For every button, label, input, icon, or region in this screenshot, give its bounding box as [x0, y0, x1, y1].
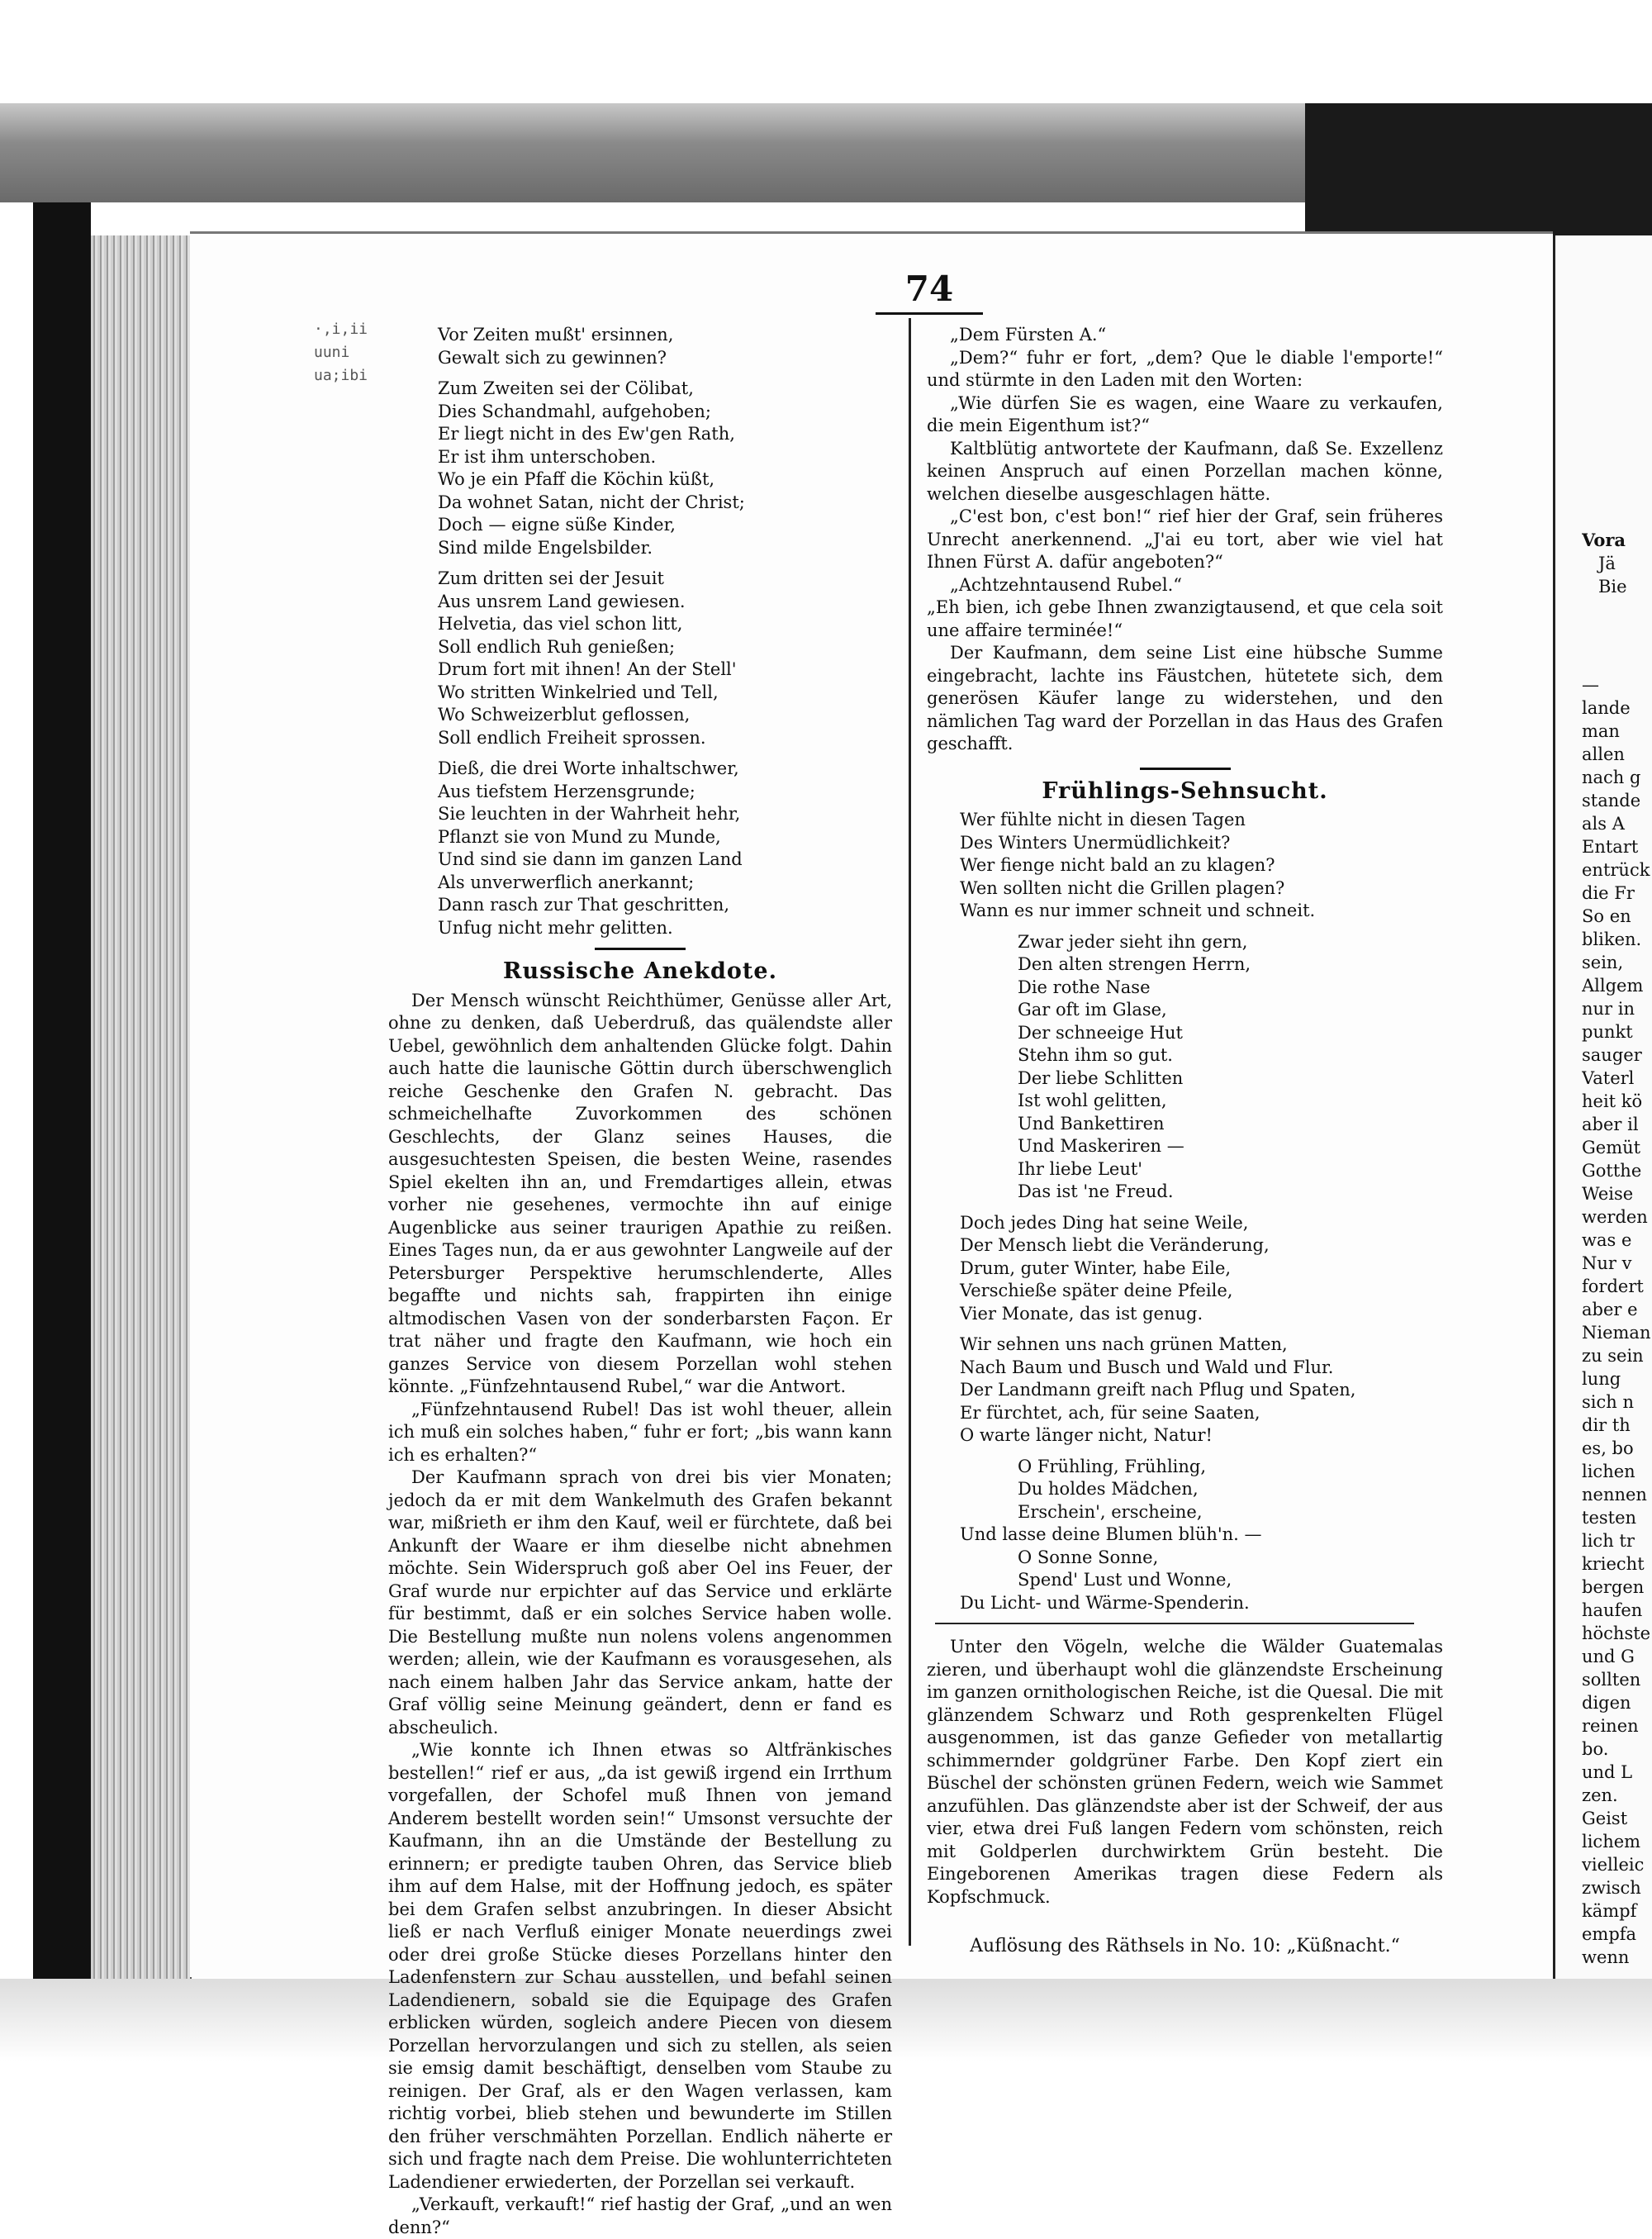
paragraph: „Verkauft, verkauft!“ rief hastig der Graf, „und an wen denn?“ — [388, 2194, 892, 2239]
fragment-line: haufen — [1582, 1599, 1652, 1622]
fragment-line: digen — [1582, 1691, 1652, 1714]
fragment-line: sein, — [1582, 951, 1652, 974]
fragment-line: und L — [1582, 1761, 1652, 1784]
poem-line: Pflanzt sie von Mund zu Munde, — [438, 826, 892, 849]
poem-line: Wo je ein Pfaff die Köchin küßt, — [438, 468, 892, 492]
fragment-line: testen — [1582, 1506, 1652, 1529]
poem-line: Du holdes Mädchen, — [960, 1478, 1443, 1501]
paragraph: „Wie dürfen Sie es wagen, eine Waare zu verkaufen, die mein Eigenthum ist?“ — [927, 392, 1443, 438]
fragment-line: bergen — [1582, 1576, 1652, 1599]
poem-line: Stehn ihm so gut. — [1018, 1044, 1443, 1067]
section-title: Russische Anekdote. — [388, 960, 892, 983]
poem-line: O Sonne Sonne, — [960, 1547, 1443, 1570]
column-divider — [909, 318, 911, 1946]
poem-line: Aus unsrem Land gewiesen. — [438, 591, 892, 614]
next-page-text — [1582, 673, 1652, 1969]
poem-line: Der Landmann greift nach Pflug und Spaten, — [960, 1379, 1443, 1402]
fragment-line: kriecht — [1582, 1552, 1652, 1576]
fragment-line: aber e — [1582, 1298, 1652, 1321]
page-number: 74 — [880, 269, 979, 309]
fragment-line: Nur v — [1582, 1252, 1652, 1275]
paragraph: „Wie konnte ich Ihnen etwas so Altfränkisches bestellen!“ rief er aus, „da ist gewiß irgend ein Irrthum vorgefallen, der Schofel muß Ihnen von jemand Anderem bestellt worden sein!“ Umsonst versuchte der Kaufmann, ihn an die Umstände der Bestellung zu erinnern; er predigte tauben Ohren, das Service blieb ihm auf dem Halse, mit der Hoffnung jedoch, es später bei dem Grafen selbst anzubringen. In dieser Absicht ließ er nach Verfluß einiger Monate neuerdings zwei oder drei große Stücke dieses Porzellans hinter den Ladenfenstern zur Schau ausstellen, und befahl seinen Ladendienern, sobald sie die Equipage des Grafen erblicken würden, sogleich andere Piecen von diesem Porzellan hervorzulangen und sich zu stellen, als seien sie emsig damit beschäftigt, denselben vom Staube zu reinigen. Der Graf, als er den Wagen verlassen, kam richtig vorbei, blieb stehen und bewunderte im Stillen den früher verschmähten Porzellan. Endlich näherte er sich und fragte nach dem Preise. Die wohlunterrichteten Ladendiener erwiederten, der Porzellan sei verkauft. — [388, 1739, 892, 2194]
anecdote-continuation — [927, 324, 1443, 756]
poem-line: Wann es nur immer schneit und schneit. — [960, 900, 1443, 923]
margin-notes — [314, 318, 380, 387]
poem-line: Aus tiefstem Herzensgrunde; — [438, 781, 892, 804]
fragment-line: Allgem — [1582, 974, 1652, 997]
paragraph: „Fünfzehntausend Rubel! Das ist wohl theuer, allein ich muß ein solches haben,“ fuhr er fort; „bis wann kann ich es erhalten?“ — [388, 1399, 892, 1467]
poem-line: Wer fühlte nicht in diesen Tagen — [960, 809, 1443, 832]
fragment-line: Weise — [1582, 1182, 1652, 1205]
poem-line: Gar oft im Glase, — [1018, 999, 1443, 1022]
left-column — [388, 324, 892, 2239]
fragment-line: aber il — [1582, 1113, 1652, 1136]
fragment-line: lichen — [1582, 1460, 1652, 1483]
quesal-text — [927, 1636, 1443, 1909]
poem-line: Ist wohl gelitten, — [1018, 1090, 1443, 1113]
fragment-line: als A — [1582, 812, 1652, 835]
margin-note: ·,i,ii — [314, 318, 380, 341]
fragment-line: nach g — [1582, 766, 1652, 789]
fragment-line: Entart — [1582, 835, 1652, 858]
margin-note: ua;ibi — [314, 364, 380, 387]
fragment-line: stande — [1582, 789, 1652, 812]
fragment-line: sich n — [1582, 1390, 1652, 1414]
poem-line: Ihr liebe Leut' — [1018, 1158, 1443, 1181]
fragment-line: zwisch — [1582, 1876, 1652, 1899]
poem-line: Wo Schweizerblut geflossen, — [438, 704, 892, 727]
poem-line: Wen sollten nicht die Grillen plagen? — [960, 877, 1443, 901]
fragment-line: bo. — [1582, 1737, 1652, 1761]
fragment-line: höchste — [1582, 1622, 1652, 1645]
fragment-line: punkt — [1582, 1020, 1652, 1043]
fragment-line: lichem — [1582, 1830, 1652, 1853]
fragment-line: entrück — [1582, 858, 1652, 882]
poem-line: Drum, guter Winter, habe Eile, — [960, 1257, 1443, 1281]
fragment-line: Vora — [1582, 529, 1652, 552]
paragraph: Der Kaufmann sprach von drei bis vier Monaten; jedoch da er mit dem Wankelmuth des Grafen bekannt war, mißrieth er ihm den Kauf, weil er fürchtete, daß bei Ankunft der Waare er ihm dieselbe nicht abnehmen möchte. Sein Widerspruch goß aber Oel ins Feuer, der Graf wurde nur erpichter auf das Service und erklärte für bestimmt, daß er ein solches Service haben wolle. Die Bestellung mußte nun nolens volens angenommen werden; allein, wie der Kaufmann es vorausgesehen, als nach einem halben Jahr das Service ankam, hatte der Graf völlig seine Meinung geändert, denn er fand es abscheulich. — [388, 1467, 892, 1739]
poem-line: Spend' Lust und Wonne, — [960, 1569, 1443, 1592]
poem-line: Verschieße später deine Pfeile, — [960, 1280, 1443, 1303]
poem-line: O Frühling, Frühling, — [960, 1456, 1443, 1479]
poem-line: Unfug nicht mehr gelitten. — [438, 917, 892, 940]
fragment-line: empfa — [1582, 1923, 1652, 1946]
paragraph: „C'est bon, c'est bon!“ rief hier der Graf, sein früheres Unrecht anerkennend. „J'ai eu tort, aber wie viel hat Ihnen Fürst A. dafür angeboten?“ — [927, 506, 1443, 574]
poem-line: Der liebe Schlitten — [1018, 1067, 1443, 1091]
poem-line: O warte länger nicht, Natur! — [960, 1424, 1443, 1448]
poem-title: Frühlings-Sehnsucht. — [927, 780, 1443, 803]
fragment-line: So en — [1582, 905, 1652, 928]
fragment-line: heit kö — [1582, 1090, 1652, 1113]
fragment-line: sollten — [1582, 1668, 1652, 1691]
page-number-rule — [876, 312, 983, 315]
paragraph: „Achtzehntausend Rubel.“ — [927, 574, 1443, 597]
poem-stanza — [927, 1456, 1443, 1615]
fragment-line: Geist — [1582, 1807, 1652, 1830]
poem-line: Helvetia, das viel schon litt, — [438, 613, 892, 636]
margin-note: uuni — [314, 341, 380, 364]
poem-line: Er ist ihm unterschoben. — [438, 446, 892, 469]
fragment-line: was e — [1582, 1229, 1652, 1252]
poem-line: Und sind sie dann im ganzen Land — [438, 849, 892, 872]
poem-line: Wir sehnen uns nach grünen Matten, — [960, 1333, 1443, 1357]
poem-line: Dieß, die drei Worte inhaltschwer, — [438, 758, 892, 781]
paragraph: Der Mensch wünscht Reichthümer, Genüsse aller Art, ohne zu denken, daß Ueberdruß, das quälendste aller Uebel, gewöhnlich dem anhaltenden Glücke folgt. Dahin auch hatte die launische Göttin durch überschwenglich reiche Geschenke den Grafen N. gebracht. Das schmeichelhafte Zuvorkommen des schönen Geschlechts, der Glanz seines Hauses, die ausgesuchtesten Speisen, die besten Weine, rasendes Spiel ekelten ihn an, und Fremdartiges allein, etwas vorher nie gesehenes, vermochte ihn auf einige Augenblicke aus seiner traurigen Apathie zu reißen. Eines Tages nun, da er aus gewohnter Langweile auf der Petersburger Perspektive herumschlenderte, Alles begaffte und nichts sah, frappirten ihn einige altmodischen Vasen von der sonderbarsten Façon. Er trat näher und fragte den Kaufmann, wie hoch ein ganzes Service von diesem Porzellan wohl stehen könnte. „Fünfzehntausend Rubel,“ war die Antwort. — [388, 990, 892, 1399]
fragment-line: nur in — [1582, 997, 1652, 1020]
poem-line: Dies Schandmahl, aufgehoben; — [438, 401, 892, 424]
fragment-line: lich tr — [1582, 1529, 1652, 1552]
fragment-line: es, bo — [1582, 1437, 1652, 1460]
paragraph: Der Kaufmann, dem seine List eine hübsche Summe eingebracht, lachte ins Fäustchen, hütetete sich, dem generösen Käufer lange zu widerstehen, und den nämlichen Tag ward der Porzellan in das Haus des Grafen geschafft. — [927, 642, 1443, 756]
scan-top-margin — [0, 0, 1652, 103]
poem-line: Nach Baum und Busch und Wald und Flur. — [960, 1357, 1443, 1380]
fragment-line: lung — [1582, 1367, 1652, 1390]
fragment-line: vielleic — [1582, 1853, 1652, 1876]
fragment-line: — — [1582, 673, 1652, 696]
fragment-line: und G — [1582, 1645, 1652, 1668]
section-rule — [1140, 768, 1231, 770]
paragraph: Unter den Vögeln, welche die Wälder Guatemalas zieren, und überhaupt wohl die glänzendste Erscheinung im ganzen ornithologischen Reiche, ist die Quesal. Die mit glänzendem Schwarz und Roth gesprenkelten Flügel ausgenommen, ist das ganze Gefieder von metallartig schimmernder goldgrüner Farbe. Den Kopf ziert ein Büschel der schönsten grünen Federn, weich wie Sammet anzufühlen. Das glänzendste aber ist der Schweif, der aus vier, etwa drei Fuß langen Federn vom schönsten, reich mit Goldperlen durchwirktem Grün besteht. Die Eingeborenen Amerikas tragen diese Federn als Kopfschmuck. — [927, 1636, 1443, 1909]
section-rule — [595, 948, 686, 950]
poem-line: Du Licht- und Wärme-Spenderin. — [960, 1592, 1443, 1615]
poem-line: Erschein', erscheine, — [960, 1501, 1443, 1524]
fragment-line: zen. — [1582, 1784, 1652, 1807]
poem-line: Soll endlich Ruh genießen; — [438, 636, 892, 659]
poem-stanza — [927, 1212, 1443, 1326]
poem-line: Vor Zeiten mußt' ersinnen, — [438, 324, 892, 347]
poem-stanza — [927, 1333, 1443, 1448]
right-column — [927, 324, 1443, 1958]
poem-line: Er liegt nicht in des Ew'gen Rath, — [438, 423, 892, 446]
poem-line: Das ist 'ne Freud. — [1018, 1181, 1443, 1204]
fragment-line: sauger — [1582, 1043, 1652, 1067]
poem-line: Der Mensch liebt die Veränderung, — [960, 1234, 1443, 1257]
fragment-line: Gemüt — [1582, 1136, 1652, 1159]
fragment-line: man — [1582, 720, 1652, 743]
poem-line: Zum dritten sei der Jesuit — [438, 568, 892, 591]
paragraph: „Eh bien, ich gebe Ihnen zwanzigtausend, et que cela soit une affaire terminée!“ — [927, 597, 1443, 642]
paragraph: „Dem Fürsten A.“ — [927, 324, 1443, 347]
poem-line: Wer fienge nicht bald an zu klagen? — [960, 854, 1443, 877]
page-edges — [91, 235, 192, 1979]
anecdote-text — [388, 990, 892, 2239]
fragment-line: fordert — [1582, 1275, 1652, 1298]
fragment-line: Gotthe — [1582, 1159, 1652, 1182]
poem-stanza — [927, 809, 1443, 923]
fragment-line: wenn — [1582, 1946, 1652, 1969]
poem-line: Soll endlich Freiheit sprossen. — [438, 727, 892, 750]
poem-line: Doch jedes Ding hat seine Weile, — [960, 1212, 1443, 1235]
poem-line: Zwar jeder sieht ihn gern, — [1018, 931, 1443, 954]
poem-line: Des Winters Unermüdlichkeit? — [960, 832, 1443, 855]
poem-line: Sie leuchten in der Wahrheit hehr, — [438, 803, 892, 826]
fragment-line: reinen — [1582, 1714, 1652, 1737]
poem-line: Gewalt sich zu gewinnen? — [438, 347, 892, 370]
poem-line: Wo stritten Winkelried und Tell, — [438, 682, 892, 705]
poem-line: Den alten strengen Herrn, — [1018, 953, 1443, 977]
fragment-line: lande — [1582, 696, 1652, 720]
fragment-line: werden — [1582, 1205, 1652, 1229]
fragment-line: bliken. — [1582, 928, 1652, 951]
poem-line: Da wohnet Satan, nicht der Christ; — [438, 492, 892, 515]
poem-line: Und Maskeriren — — [1018, 1135, 1443, 1158]
fragment-line: dir th — [1582, 1414, 1652, 1437]
poem-line: Zum Zweiten sei der Cölibat, — [438, 378, 892, 401]
fragment-line: nennen — [1582, 1483, 1652, 1506]
poem-line: Vier Monate, das ist genug. — [960, 1303, 1443, 1326]
fragment-line: zu sein — [1582, 1344, 1652, 1367]
poem-stanza — [388, 758, 892, 939]
poem-line: Sind milde Engelsbilder. — [438, 537, 892, 560]
fragment-line: Vaterl — [1582, 1067, 1652, 1090]
poem-stanza — [927, 931, 1443, 1204]
poem-line: Er fürchtet, ach, für seine Saaten, — [960, 1402, 1443, 1425]
scan-dark-corner — [1305, 103, 1652, 235]
paragraph: „Dem?“ fuhr er fort, „dem? Que le diable l'emporte!“ und stürmte in den Laden mit den Worten: — [927, 347, 1443, 392]
poem-line: Dann rasch zur That geschritten, — [438, 894, 892, 917]
poem-line: Doch — eigne süße Kinder, — [438, 514, 892, 537]
poem-line: Drum fort mit ihnen! An der Stell' — [438, 658, 892, 682]
riddle-solution: Auflösung des Räthsels in No. 10: „Küßnacht.“ — [927, 1935, 1443, 1958]
poem-line: Als unverwerflich anerkannt; — [438, 872, 892, 895]
fragment-line: die Fr — [1582, 882, 1652, 905]
paragraph: Kaltblütig antwortete der Kaufmann, daß Se. Exzellenz keinen Anspruch auf einen Porzellan machen könne, welchen dieselbe ausgeschlagen hätte. — [927, 438, 1443, 506]
fragment-line: Nieman — [1582, 1321, 1652, 1344]
book-binding — [33, 202, 91, 1995]
fragment-line: Bie — [1582, 575, 1652, 598]
poem-line: Und Bankettiren — [1018, 1113, 1443, 1136]
fragment-line: kämpf — [1582, 1899, 1652, 1923]
fragment-line: allen — [1582, 743, 1652, 766]
poem-line: Die rothe Nase — [1018, 977, 1443, 1000]
section-rule — [935, 1623, 1414, 1624]
poem-stanza — [388, 568, 892, 749]
poem-line: Der schneeige Hut — [1018, 1022, 1443, 1045]
fragment-line: Jä — [1582, 552, 1652, 575]
poem-stanza — [388, 378, 892, 559]
next-page-header — [1582, 529, 1652, 598]
poem-line: Und lasse deine Blumen blüh'n. — — [960, 1524, 1443, 1547]
poem-stanza — [388, 324, 892, 369]
